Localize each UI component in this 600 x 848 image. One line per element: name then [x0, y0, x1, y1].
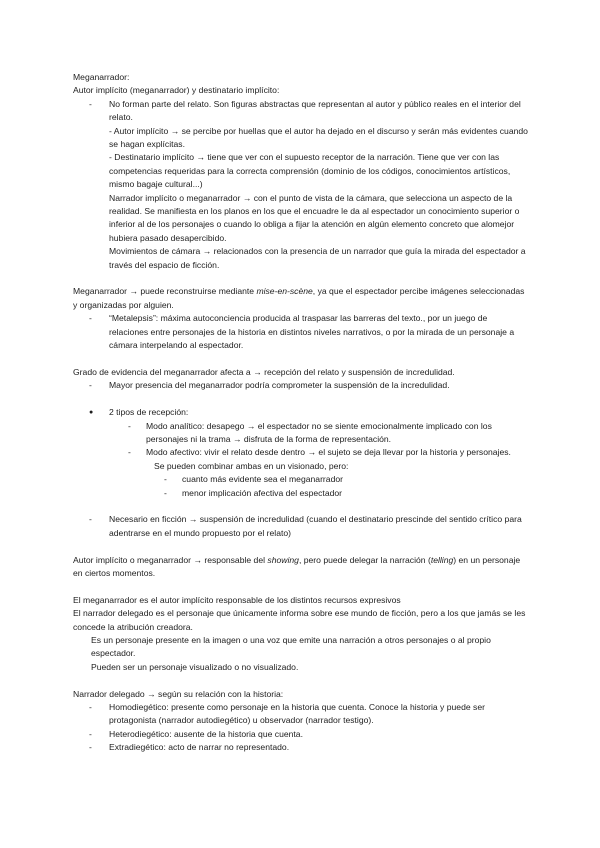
- metalepsis-text: “Metalepsis”: máxima autoconciencia producida al traspasar las barreras del texto., por un juego de relaciones entre personajes de la historia en distintos niveles narrativos, o por la mirada de un personaje a cámara interpelando al espectador.: [109, 313, 515, 351]
- bullet: -: [128, 447, 131, 458]
- mayor-text: Mayor presencia del meganarrador podría comprometer la suspensión de la incredulidad.: [109, 380, 450, 391]
- autor-line: - Destinatario implícito → tiene que ver con el supuesto receptor de la narración. Tiene que ver con las competencias requeridas para la correcta comprensión (dominio de los códigos, conocimientos artísticos, mismo bagaje cultural...): [109, 152, 511, 190]
- bullet: ●: [89, 409, 94, 417]
- tipos-subitem: [73, 446, 528, 473]
- bullet: -: [164, 487, 167, 498]
- tipos-subsubitem-text: menor implicación afectiva del espectador: [182, 487, 343, 498]
- necesario-text: Necesario en ficción → suspensión de incredulidad (cuando el destinatario prescinde del sentido crítico para adentrarse en el mundo propuesto por el relato): [109, 514, 522, 538]
- delegado-item-text: Heterodiegético: ausente de la historia que cuenta.: [109, 728, 303, 739]
- meganarrador-autor: El meganarrador es el autor implícito responsable de los distintos recursos expresivos: [73, 594, 401, 605]
- tipos-subsubitem: [73, 487, 528, 500]
- bullet: -: [128, 420, 131, 431]
- delegado-definition: El narrador delegado es el personaje que únicamente informa sobre ese mundo de ficción, pero a los que jamás se les concede la atribución creadora.: [73, 608, 526, 632]
- necesario-item: [73, 513, 528, 540]
- delegado-indent: Pueden ser un personaje visualizado o no visualizado.: [91, 661, 299, 672]
- grado-paragraph: Grado de evidencia del meganarrador afecta a → recepción del relato y suspensión de incredulidad.: [73, 366, 455, 377]
- tipos-subitem-text: Modo analítico: desapego → el espectador no se siente emocionalmente implicado con los personajes ni la trama → disfruta de la forma de representación.: [146, 420, 492, 444]
- autor-item: [73, 98, 528, 272]
- tipos-subitem-text: Modo afectivo: vivir el relato desde dentro → el sujeto se deja llevar por la historia y personajes.: [146, 447, 511, 458]
- delegado-indent: Es un personaje presente en la imagen o una voz que emite una narración a otros personajes o al propio espectador.: [91, 634, 491, 659]
- bullet: -: [89, 728, 92, 739]
- bullet: -: [89, 514, 92, 525]
- metalepsis-item: [73, 312, 528, 352]
- tipos-title: 2 tipos de recepción:: [109, 407, 189, 418]
- bullet: -: [164, 474, 167, 485]
- bullet: -: [89, 380, 92, 391]
- autor-line: Movimientos de cámara → relacionados con la presencia de un narrador que guía la mirada del espectador a través del espacio de ficción.: [109, 246, 526, 270]
- delegado-item-text: Homodiegético: presente como personaje en la historia que cuenta. Conoce la historia y puede ser protagonista (narrador autodiegético) u observador (narrador testigo).: [109, 701, 485, 726]
- tipos-subitem: [73, 420, 528, 447]
- autor-line: No forman parte del relato. Son figuras abstractas que representan al autor y público reales en el interior del relato.: [109, 98, 521, 123]
- document-page: [73, 71, 528, 755]
- combine-text: Se pueden combinar ambas en un visionado, pero:: [154, 460, 349, 471]
- heading: Meganarrador:: [73, 72, 130, 82]
- bullet: -: [89, 313, 92, 324]
- showing-paragraph: Autor implícito o meganarrador → responsable del showing, pero puede delegar la narración (telling) en un personaje en ciertos momentos.: [73, 554, 521, 578]
- delegado-title: Narrador delegado → según su relación con la historia:: [73, 688, 284, 699]
- autor-title: Autor implícito (meganarrador) y destinatario implícito:: [73, 85, 280, 96]
- delegado-item-text: Extradiegético: acto de narrar no representado.: [109, 742, 290, 753]
- mise-paragraph: Meganarrador → puede reconstruirse mediante mise-en-scène, ya que el espectador percibe imágenes seleccionadas y organizadas por alguien.: [73, 286, 525, 310]
- delegado-item: [73, 701, 528, 728]
- autor-line: - Autor implícito → se percibe por huellas que el autor ha dejado en el discurso y serán más evidentes cuando se hagan explícitas.: [109, 125, 528, 150]
- bullet: -: [89, 742, 92, 753]
- bullet: -: [89, 701, 92, 712]
- tipos-item: [73, 406, 528, 419]
- autor-line: Narrador implícito o meganarrador → con el punto de vista de la cámara, que selecciona un aspecto de la realidad. Se manifiesta en los planos en los que el encuadre le da al espectador un conocimiento superior o inferior al de los personajes o cuando lo obliga a fijar la atención en algún elemento concreto que alomejor hubiera pasado desapercibido.: [109, 192, 520, 243]
- delegado-item: [73, 728, 528, 741]
- bullet: -: [89, 98, 92, 109]
- mayor-item: [73, 379, 528, 392]
- tipos-subsubitem: [73, 473, 528, 486]
- delegado-item: [73, 741, 528, 754]
- tipos-subsubitem-text: cuanto más evidente sea el meganarrador: [182, 474, 343, 485]
